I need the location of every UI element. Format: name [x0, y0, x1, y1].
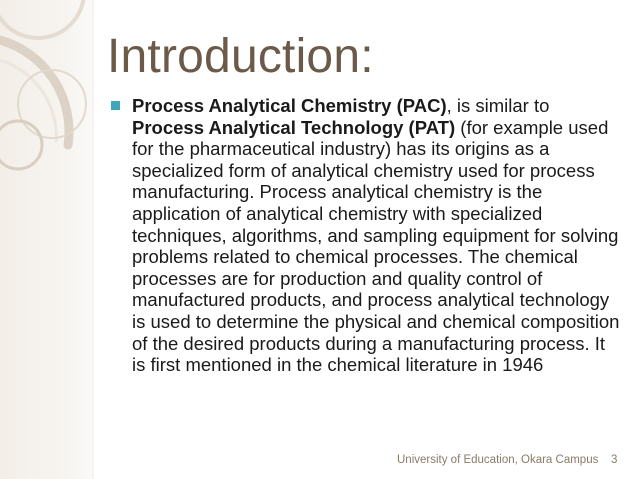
- text-part-1: , is similar to: [446, 95, 550, 116]
- footer-institution: University of Education, Okara Campus: [397, 454, 599, 466]
- slide-title: Introduction:: [107, 30, 374, 83]
- bullet-text: [132, 95, 622, 376]
- term-pat: Process Analytical Technology (PAT): [132, 116, 456, 138]
- text-part-2: (for example used for the pharmaceutical industry) has its origins as a specialized form of analytical chemistry used for process manufacturing. Process analytical chemistry is the application of analytical chemistry with specialized techniques, algorithms, and sampling equipment for solving problems related to chemical processes. The chemical processes are for production and quality control of manufactured products, and process analytical technology is used to determine the physical and chemical composition of the desired products during a manufacturing process. It is first mentioned in the chemical literature in 1946: [132, 116, 620, 376]
- slide-number: 3: [611, 454, 618, 466]
- term-pac: Process Analytical Chemistry (PAC): [132, 95, 447, 116]
- square-bullet-icon: [111, 101, 120, 110]
